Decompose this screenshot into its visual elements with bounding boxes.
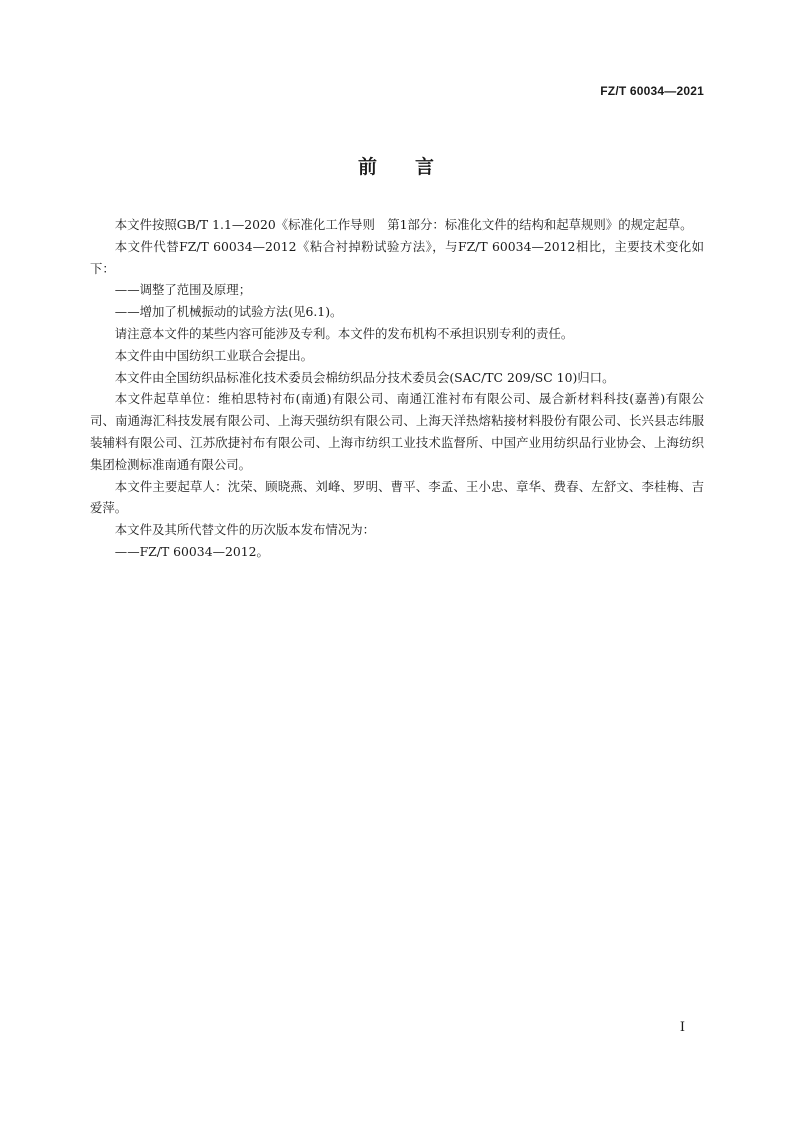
paragraph-patent-notice: 请注意本文件的某些内容可能涉及专利。本文件的发布机构不承担识别专利的责任。: [114, 325, 574, 341]
page-title: [0, 152, 794, 179]
paragraph-committee: 本文件由全国纺织品标准化技术委员会棉纺织品分技术委员会(SAC/TC 209/SC 10)归口。: [114, 369, 615, 385]
change-item-method: ——增加了机械振动的试验方法(见6.1)。: [114, 304, 343, 320]
foreword-body: [90, 214, 704, 563]
title-char-2: 言: [415, 156, 437, 178]
paragraph-drafters: 本文件主要起草人：沈荣、顾晓燕、刘峰、罗明、曹平、李孟、王小忠、章华、费春、左舒文、李桂梅、吉爱萍。: [90, 478, 704, 516]
paragraph-proposer: 本文件由中国纺织工业联合会提出。: [114, 347, 314, 363]
document-number: FZ/T 60034—2021: [600, 84, 704, 98]
version-history-item: ——FZ/T 60034—2012。: [114, 543, 269, 559]
page-number: I: [679, 1020, 685, 1035]
paragraph-replacement: 本文件代替FZ/T 60034—2012《粘合衬掉粉试验方法》，与FZ/T 60034—2012相比，主要技术变化如下：: [90, 238, 704, 276]
title-char-1: 前: [357, 156, 379, 178]
paragraph-drafting-units: 本文件起草单位：维柏思特衬布(南通)有限公司、南通江淮衬布有限公司、晟合新材料科技(嘉善)有限公司、南通海汇科技发展有限公司、上海天强纺织有限公司、上海天洋热熔粘接材料股份有限公司、长兴县志纬服装辅料有限公司、江苏欣捷衬布有限公司、上海市纺织工业技术监督所、中国产业用纺织品行业协会、上海纺织集团检测标准南通有限公司。: [90, 391, 704, 472]
paragraph-drafting-rules: 本文件按照GB/T 1.1—2020《标准化工作导则 第1部分：标准化文件的结构和起草规则》的规定起草。: [114, 217, 693, 232]
change-item-scope: ——调整了范围及原理；: [114, 282, 252, 298]
paragraph-version-history: 本文件及其所代替文件的历次版本发布情况为：: [114, 522, 375, 538]
